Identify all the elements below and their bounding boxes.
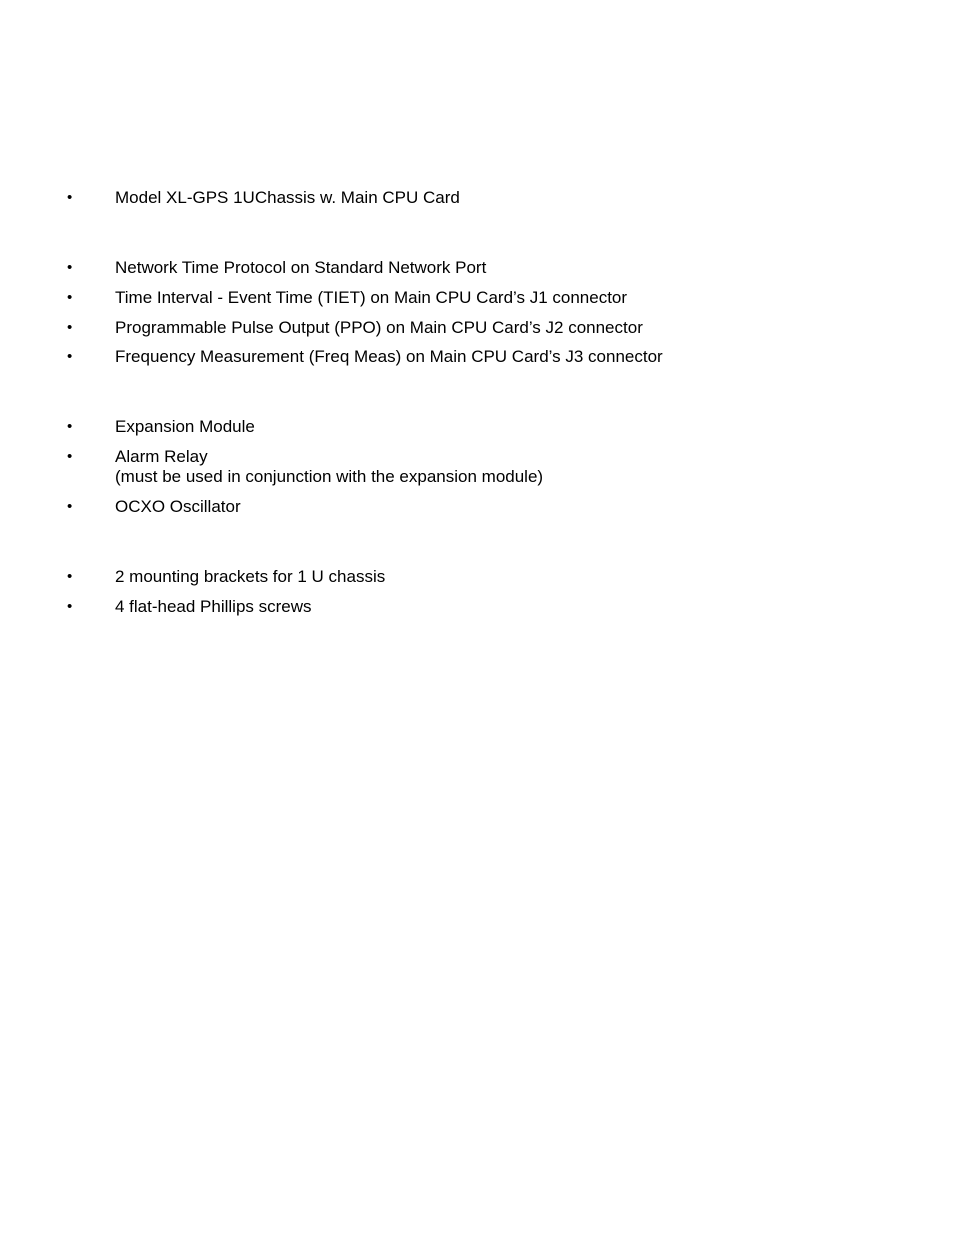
list-item-text: OCXO Oscillator xyxy=(115,497,241,516)
bullet-icon: • xyxy=(67,498,73,515)
bullet-icon: • xyxy=(67,418,73,435)
list-item-text: Model XL-GPS 1UChassis w. Main CPU Card xyxy=(115,188,460,207)
bullet-icon: • xyxy=(67,598,73,615)
list-item-text: Expansion Module xyxy=(115,417,255,436)
list-item-text: Alarm Relay (must be used in conjunction with the expansion module) xyxy=(115,447,544,486)
bullet-icon: • xyxy=(67,319,73,336)
bullet-icon: • xyxy=(67,568,73,585)
bullet-icon: • xyxy=(67,289,73,306)
bullet-icon: • xyxy=(67,348,73,365)
list-item-text: Time Interval - Event Time (TIET) on Main CPU Card’s J1 connector xyxy=(115,288,628,307)
list-item-text: Frequency Measurement (Freq Meas) on Main CPU Card’s J3 connector xyxy=(115,347,663,366)
list-item-text: 4 flat-head Phillips screws xyxy=(115,597,312,616)
list-item-text: 2 mounting brackets for 1 U chassis xyxy=(115,567,386,586)
list-item-text: Network Time Protocol on Standard Network Port xyxy=(115,258,487,277)
bullet-icon: • xyxy=(67,448,73,465)
bullet-icon: • xyxy=(67,189,73,206)
list-item-text: Programmable Pulse Output (PPO) on Main CPU Card’s J2 connector xyxy=(115,318,643,337)
bullet-icon: • xyxy=(67,259,73,276)
